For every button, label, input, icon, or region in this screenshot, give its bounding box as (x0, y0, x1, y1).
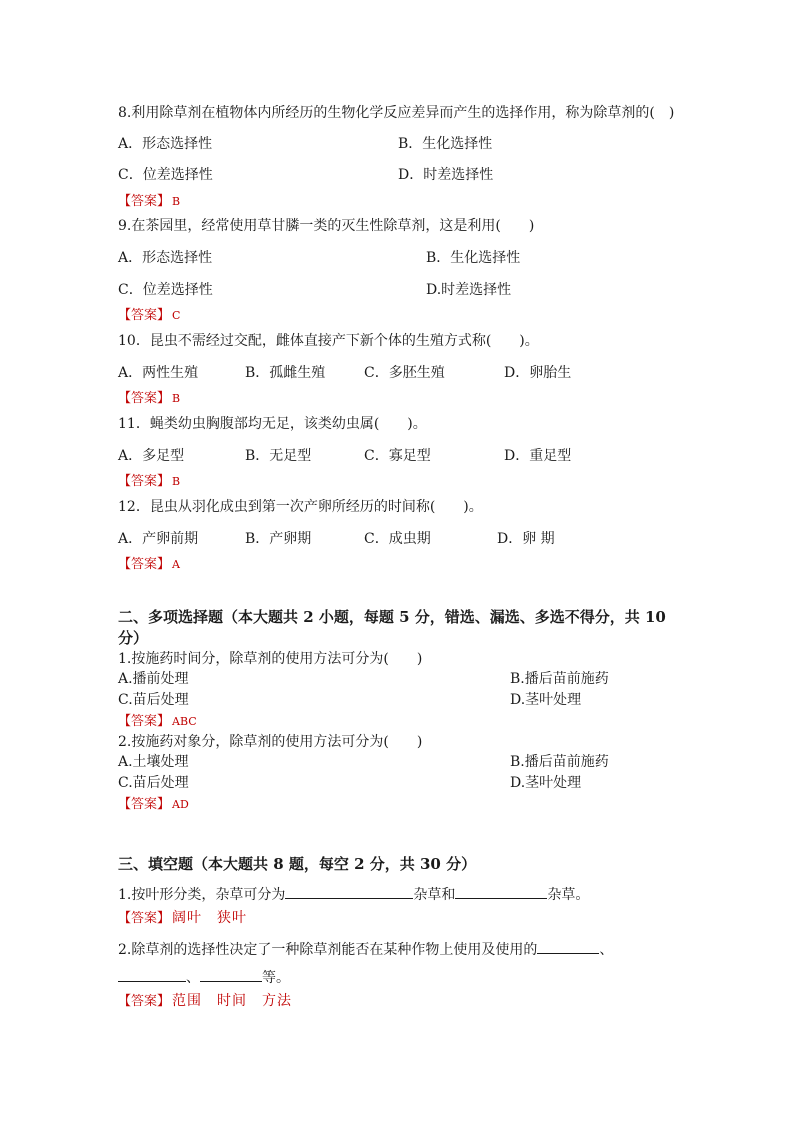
multi-question-2-option-b: B.播后苗前施药 (510, 754, 609, 770)
question-12-answer (118, 555, 180, 574)
fill-question-1-suffix: 杂草。 (547, 887, 590, 903)
question-9-option-a: A．形态选择性 (118, 250, 213, 266)
question-11-option-d: D．重足型 (504, 448, 572, 464)
question-10-stem: 10．昆虫不需经过交配，雌体直接产下新个体的生殖方式称( )。 (118, 333, 539, 349)
question-8-option-d: D．时差选择性 (398, 167, 494, 183)
question-12-option-c: C．成虫期 (364, 531, 431, 547)
question-9-option-b: B．生化选择性 (426, 250, 521, 266)
question-8-stem: 8.利用除草剂在植物体内所经历的生物化学反应差异而产生的选择作用，称为除草剂的( ) (118, 105, 675, 121)
blank-line (285, 884, 413, 899)
answer-label: 【答案】 (118, 391, 171, 406)
fill-question-1-mid: 杂草和 (413, 887, 456, 903)
answer-value: 阔叶 狭叶 (172, 910, 248, 926)
fill-question-1 (118, 884, 589, 904)
question-8-option-c: C．位差选择性 (118, 167, 213, 183)
multi-question-1-stem: 1.按施药时间分，除草剂的使用方法可分为( ) (118, 651, 423, 667)
question-12-option-d: D．卵 期 (497, 531, 555, 547)
question-10-option-b: B．孤雌生殖 (245, 365, 326, 381)
multi-question-2-option-a: A.土壤处理 (118, 754, 189, 770)
answer-value: B (172, 195, 181, 208)
question-9-stem: 9.在茶园里，经常使用草甘膦一类的灭生性除草剂，这是利用( ) (118, 218, 535, 234)
fill-question-2-answer (118, 992, 292, 1011)
question-10-option-d: D．卵胎生 (504, 365, 572, 381)
question-10-answer (118, 389, 180, 408)
multi-question-1-option-d: D.茎叶处理 (510, 692, 582, 708)
answer-label: 【答案】 (118, 194, 171, 209)
answer-label: 【答案】 (118, 994, 171, 1009)
fill-question-2-line-1 (118, 939, 613, 959)
multi-question-1-option-a: A.播前处理 (118, 671, 189, 687)
question-11-answer (118, 472, 180, 491)
answer-label: 【答案】 (118, 714, 171, 729)
multi-question-2-stem: 2.按施药对象分，除草剂的使用方法可分为( ) (118, 734, 423, 750)
multi-question-2-option-c: C.苗后处理 (118, 775, 189, 791)
answer-label: 【答案】 (118, 474, 171, 489)
section-3-title: 三、填空题（本大题共 8 题，每空 2 分，共 30 分） (118, 855, 477, 873)
question-11-option-a: A．多足型 (118, 448, 185, 464)
question-9-option-d: D.时差选择性 (426, 282, 512, 298)
question-8-option-b: B．生化选择性 (398, 136, 493, 152)
multi-question-1-option-b: B.播后苗前施药 (510, 671, 609, 687)
question-10-option-c: C．多胚生殖 (364, 365, 445, 381)
question-8-option-a: A．形态选择性 (118, 136, 213, 152)
fill-question-2-line-2 (118, 967, 290, 987)
question-8-answer (118, 192, 180, 211)
fill-question-1-prefix: 1.按叶形分类，杂草可分为 (118, 887, 286, 903)
question-11-option-b: B．无足型 (245, 448, 312, 464)
answer-value: B (172, 475, 181, 488)
multi-question-1-answer (118, 712, 197, 731)
answer-value: B (172, 392, 181, 405)
answer-value: C (172, 309, 181, 322)
answer-value: AD (172, 798, 189, 811)
answer-label: 【答案】 (118, 308, 171, 323)
question-9-option-c: C．位差选择性 (118, 282, 213, 298)
fill-question-2-prefix: 2.除草剂的选择性决定了一种除草剂能否在某种作物上使用及使用的 (118, 942, 538, 958)
section-2-title-cont: 分） (118, 629, 149, 647)
multi-question-1-option-c: C.苗后处理 (118, 692, 189, 708)
answer-label: 【答案】 (118, 911, 171, 926)
fill-question-1-answer (118, 909, 247, 928)
question-12-option-b: B．产卵期 (245, 531, 312, 547)
answer-value: 范围 时间 方法 (172, 993, 293, 1009)
blank-line (118, 967, 186, 982)
answer-value: ABC (172, 715, 197, 728)
blank-line (537, 939, 599, 954)
question-12-stem: 12．昆虫从羽化成虫到第一次产卵所经历的时间称( )。 (118, 499, 483, 515)
multi-question-2-option-d: D.茎叶处理 (510, 775, 582, 791)
section-2-title: 二、多项选择题（本大题共 2 小题，每题 5 分，错选、漏选、多选不得分，共 10 (118, 608, 666, 626)
question-9-answer (118, 306, 180, 325)
fill-question-2-suffix: 等。 (262, 970, 290, 986)
blank-line (455, 884, 547, 899)
question-10-option-a: A．两性生殖 (118, 365, 199, 381)
fill-question-2-sep-1: 、 (599, 942, 614, 958)
question-12-option-a: A．产卵前期 (118, 531, 199, 547)
answer-value: A (172, 558, 180, 571)
question-11-option-c: C．寡足型 (364, 448, 431, 464)
answer-label: 【答案】 (118, 557, 171, 572)
question-11-stem: 11．蝇类幼虫胸腹部均无足，该类幼虫属( )。 (118, 416, 427, 432)
answer-label: 【答案】 (118, 797, 171, 812)
fill-question-2-sep-2: 、 (186, 970, 200, 986)
multi-question-2-answer (118, 795, 189, 814)
blank-line (200, 967, 262, 982)
